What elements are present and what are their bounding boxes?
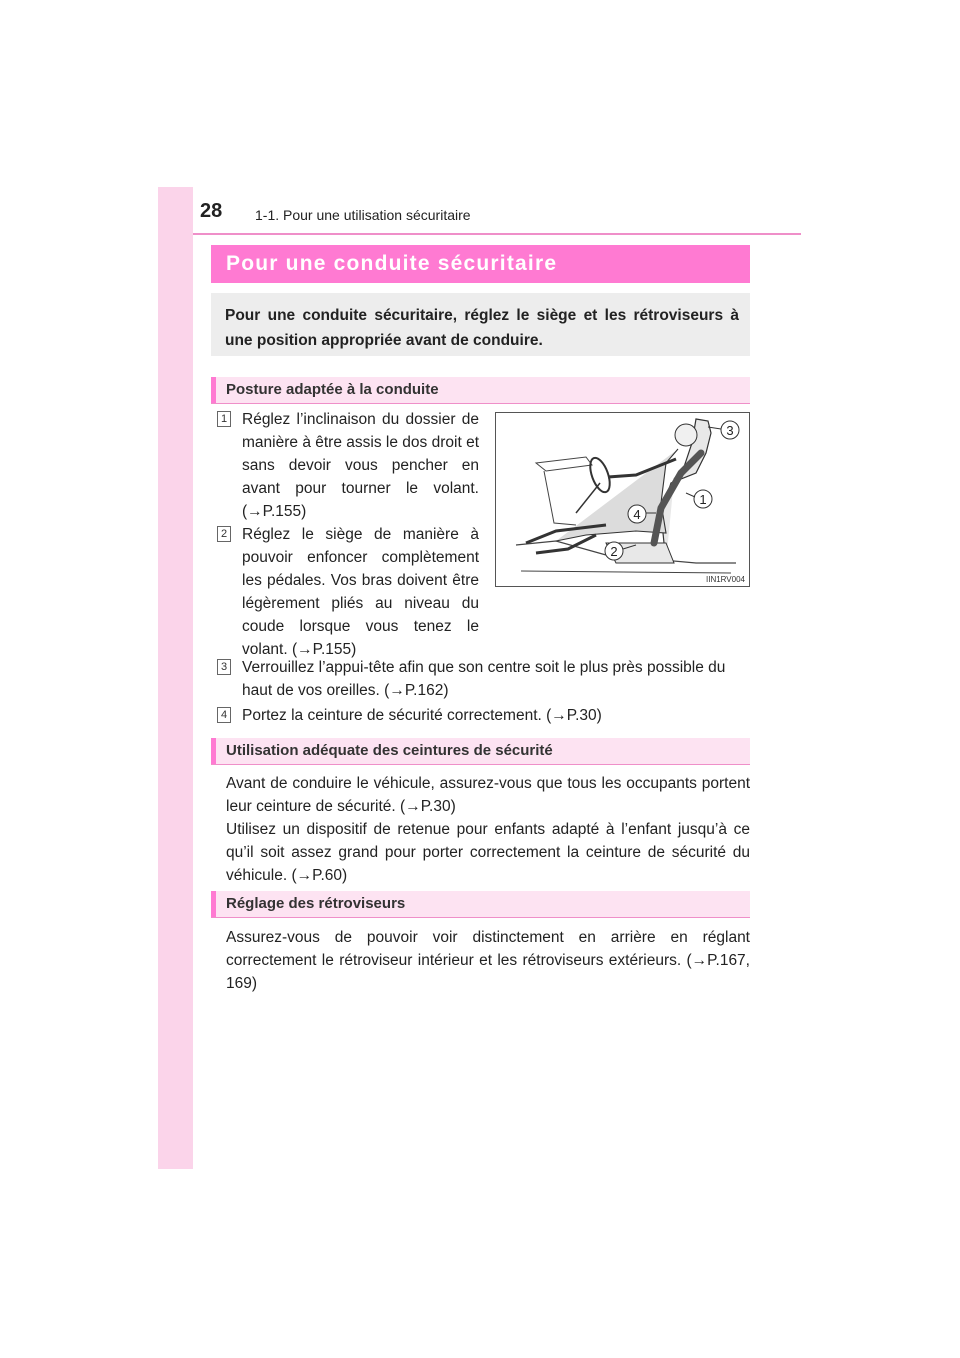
intro-box <box>211 293 750 356</box>
section-heading-label: Utilisation adéquate des ceintures de sécurité <box>226 742 553 759</box>
section-heading-label: Réglage des rétroviseurs <box>226 895 406 912</box>
posture-item-2-text: Réglez le siège de manière à pouvoir enfoncer complètement les pédales. Vos bras doivent être légèrement pliés au niveau du coude lorsque vous tenez le volant. (→P.155) <box>242 526 479 658</box>
header-divider <box>193 233 801 235</box>
section-heading-mirrors <box>211 891 750 917</box>
seatbelts-paragraph-2: Utilisez un dispositif de retenue pour enfants adapté à l’enfant jusqu’à ce qu’il soit assez grand pour porter correctement la ceinture de sécurité du véhicule. (→P.60) <box>226 821 750 884</box>
seatbelts-paragraph-1: Avant de conduire le véhicule, assurez-vous que tous les occupants portent leur ceinture de sécurité. (→P.30) <box>226 775 750 815</box>
item-number-badge: 2 <box>217 526 231 542</box>
page-title-bar <box>211 245 750 283</box>
page-number: 28 <box>200 200 223 222</box>
driver-seat-drawing <box>496 413 749 586</box>
item-number-badge: 3 <box>217 659 231 675</box>
mirrors-paragraph: Assurez-vous de pouvoir voir distinctement en arrière en réglant correctement le rétroviseur intérieur et les rétroviseurs extérieurs. (→P.167, 169) <box>226 929 750 992</box>
section-heading-posture <box>211 377 750 403</box>
item-number-badge: 4 <box>217 707 231 723</box>
callout-4: 4 <box>633 507 641 522</box>
posture-item-4-text: Portez la ceinture de sécurité correctement. (→P.30) <box>242 707 602 724</box>
intro-text: Pour une conduite sécuritaire, réglez le siège et les rétroviseurs à une position appropriée avant de conduire. <box>225 307 739 349</box>
section-heading-label: Posture adaptée à la conduite <box>226 381 439 398</box>
side-color-strip <box>158 187 193 1169</box>
driving-posture-illustration <box>495 412 750 587</box>
callout-1: 1 <box>699 492 707 507</box>
section-breadcrumb: 1-1. Pour une utilisation sécuritaire <box>255 207 471 223</box>
callout-3: 3 <box>726 423 734 438</box>
posture-item-3-text: Verrouillez l’appui-tête afin que son centre soit le plus près possible du haut de vos oreilles. (→P.162) <box>242 659 726 699</box>
illustration-code: IIN1RV004 <box>706 575 745 584</box>
posture-item-1-text: Réglez l’inclinaison du dossier de manière à être assis le dos droit et sans devoir vous pencher en avant pour tourner le volant. (→P.155) <box>242 411 479 520</box>
section-heading-seatbelts <box>211 738 750 764</box>
page-title: Pour une conduite sécuritaire <box>226 252 558 275</box>
item-number-badge: 1 <box>217 411 231 427</box>
callout-2: 2 <box>610 544 618 559</box>
